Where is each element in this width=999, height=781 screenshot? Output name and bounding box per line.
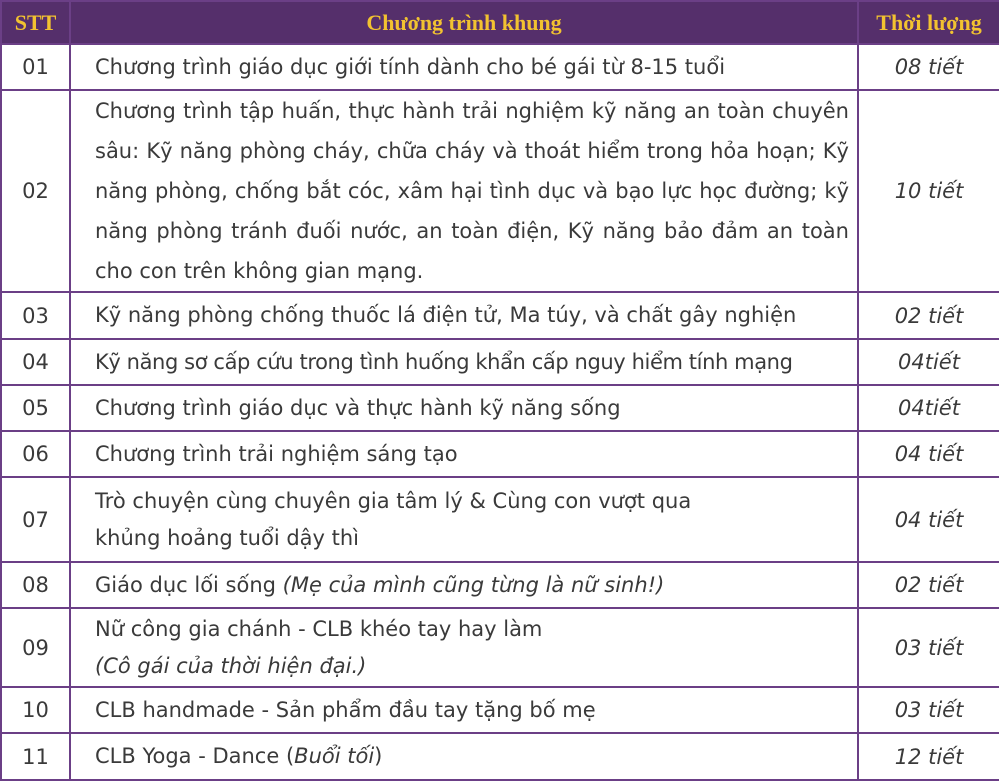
header-stt: STT — [1, 1, 70, 44]
table-row — [1, 90, 999, 292]
table-row — [1, 385, 999, 431]
row-program: Kỹ năng phòng chống thuốc lá điện tử, Ma túy, và chất gây nghiện — [70, 292, 858, 339]
row-program: Chương trình giáo dục giới tính dành cho bé gái từ 8-15 tuổi — [70, 44, 858, 90]
row-program: Chương trình trải nghiệm sáng tạo — [70, 431, 858, 477]
row-duration: 03 tiết — [858, 608, 999, 687]
row-stt: 06 — [1, 431, 70, 477]
table-row — [1, 44, 999, 90]
table-row — [1, 339, 999, 385]
row-duration: 02 tiết — [858, 562, 999, 608]
row-program — [70, 608, 858, 687]
header-program: Chương trình khung — [70, 1, 858, 44]
row-stt: 02 — [1, 90, 70, 292]
row-duration: 04 tiết — [858, 477, 999, 562]
row-duration: 02 tiết — [858, 292, 999, 339]
header-duration: Thời lượng — [858, 1, 999, 44]
table-row — [1, 562, 999, 608]
row-program: Chương trình tập huấn, thực hành trải nghiệm kỹ năng an toàn chuyên sâu: Kỹ năng phòng cháy, chữa cháy và thoát hiểm trong hỏa hoạn; Kỹ năng phòng, chống bắt cóc, xâm hại tình dục và bạo lực học đường; kỹ năng phòng tránh đuối nước, an toàn điện, Kỹ năng bảo đảm an toàn cho con trên không gian mạng. — [70, 90, 858, 292]
row-program-line: Trò chuyện cùng chuyên gia tâm lý & Cùng con vượt qua — [95, 488, 692, 513]
row-duration: 12 tiết — [858, 733, 999, 780]
row-program-note: Buổi tối — [294, 744, 375, 768]
row-program-note: (Cô gái của thời hiện đại.) — [95, 653, 367, 678]
row-duration: 04tiết — [858, 339, 999, 385]
row-program — [70, 477, 858, 562]
table-row — [1, 292, 999, 339]
table-row — [1, 687, 999, 733]
row-stt: 01 — [1, 44, 70, 90]
row-stt: 07 — [1, 477, 70, 562]
row-duration: 03 tiết — [858, 687, 999, 733]
table-header-row — [1, 1, 999, 44]
row-stt: 03 — [1, 292, 70, 339]
table-row — [1, 431, 999, 477]
table-row — [1, 608, 999, 687]
row-stt: 05 — [1, 385, 70, 431]
row-program: Chương trình giáo dục và thực hành kỹ năng sống — [70, 385, 858, 431]
row-program-note: (Mẹ của mình cũng từng là nữ sinh!) — [282, 572, 665, 597]
row-program-text: Nữ công gia chánh - CLB khéo tay hay làm — [95, 616, 543, 641]
row-program — [70, 562, 858, 608]
row-program-text: CLB Yoga - Dance ( — [95, 744, 295, 768]
row-stt: 08 — [1, 562, 70, 608]
row-stt: 09 — [1, 608, 70, 687]
row-program-line: khủng hoảng tuổi dậy thì — [95, 525, 360, 550]
row-stt: 11 — [1, 733, 70, 780]
table-row — [1, 477, 999, 562]
row-program-text: Giáo dục lối sống — [95, 572, 283, 597]
row-stt: 10 — [1, 687, 70, 733]
row-duration: 10 tiết — [858, 90, 999, 292]
row-duration: 04 tiết — [858, 431, 999, 477]
row-program-end: ) — [374, 744, 383, 768]
row-duration: 04tiết — [858, 385, 999, 431]
row-stt: 04 — [1, 339, 70, 385]
row-program: CLB handmade - Sản phẩm đầu tay tặng bố mẹ — [70, 687, 858, 733]
row-duration: 08 tiết — [858, 44, 999, 90]
row-program: Kỹ năng sơ cấp cứu trong tình huống khẩn cấp nguy hiểm tính mạng — [70, 339, 858, 385]
